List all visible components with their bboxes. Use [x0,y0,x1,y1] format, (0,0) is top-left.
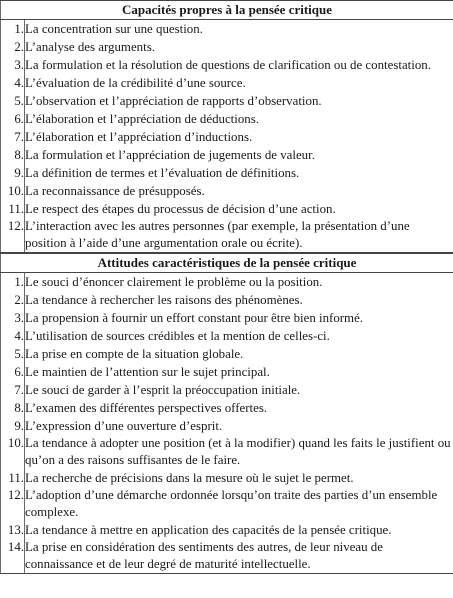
table-row [1,128,453,146]
table-row [1,38,453,56]
item-number: 9. [1,417,25,435]
table-row [1,200,453,218]
item-number: 9. [1,164,25,182]
table-row [1,20,453,39]
item-text: L’examen des différentes perspectives offertes. [25,399,453,417]
table-row [1,56,453,74]
item-number: 12. [1,218,25,253]
section-header-row [1,253,453,273]
item-number: 1. [1,20,25,39]
item-text: Le souci de garder à l’esprit la préoccupation initiale. [25,381,453,399]
table-row [1,363,453,381]
item-text: La prise en compte de la situation globale. [25,345,453,363]
table-row [1,273,453,292]
table-row [1,164,453,182]
item-number: 13. [1,521,25,539]
item-text: Le respect des étapes du processus de décision d’une action. [25,200,453,218]
item-number: 12. [1,487,25,521]
item-text: L’interaction avec les autres personnes (par exemple, la présentation d’une position à l’aide d’une argumentation orale ou écrite). [25,218,453,253]
item-text: L’observation et l’appréciation de rapports d’observation. [25,92,453,110]
item-number: 3. [1,56,25,74]
item-text: La concentration sur une question. [25,20,453,39]
table-row [1,469,453,487]
table-row [1,381,453,399]
table-row [1,399,453,417]
item-number: 1. [1,273,25,292]
table-row [1,435,453,469]
item-number: 3. [1,309,25,327]
item-text: L’évaluation de la crédibilité d’une source. [25,74,453,92]
item-text: L’utilisation de sources crédibles et la mention de celles-ci. [25,327,453,345]
item-text: L’adoption d’une démarche ordonnée lorsqu’on traite des parties d’un ensemble complexe. [25,487,453,521]
section-title: Attitudes caractéristiques de la pensée critique [1,253,453,273]
item-number: 5. [1,92,25,110]
item-text: Le maintien de l’attention sur le sujet principal. [25,363,453,381]
table-row [1,417,453,435]
item-number: 11. [1,200,25,218]
table-row [1,146,453,164]
item-number: 2. [1,38,25,56]
table-row [1,309,453,327]
item-text: La reconnaissance de présupposés. [25,182,453,200]
section-title: Capacités propres à la pensée critique [1,1,453,20]
item-text: La formulation et la résolution de questions de clarification ou de contestation. [25,56,453,74]
item-text: L’élaboration et l’appréciation de déductions. [25,110,453,128]
table-row [1,291,453,309]
table-row [1,487,453,521]
item-number: 6. [1,110,25,128]
item-number: 10. [1,182,25,200]
item-number: 7. [1,128,25,146]
section-header-row [1,1,453,20]
table-row [1,218,453,253]
item-text: La définition de termes et l’évaluation de définitions. [25,164,453,182]
table-row [1,521,453,539]
table-row [1,74,453,92]
item-text: La tendance à mettre en application des capacités de la pensée critique. [25,521,453,539]
item-text: La tendance à rechercher les raisons des phénomènes. [25,291,453,309]
item-text: La tendance à adopter une position (et à la modifier) quand les faits le justifient ou qu’on a des raisons suffisantes de le faire. [25,435,453,469]
item-number: 5. [1,345,25,363]
item-number: 8. [1,146,25,164]
item-number: 4. [1,74,25,92]
item-number: 8. [1,399,25,417]
item-text: L’expression d’une ouverture d’esprit. [25,417,453,435]
item-number: 7. [1,381,25,399]
item-text: La propension à fournir un effort constant pour être bien informé. [25,309,453,327]
item-number: 10. [1,435,25,469]
item-text: La prise en considération des sentiments des autres, de leur niveau de connaissance et de leur degré de maturité intellectuelle. [25,539,453,574]
item-text: La formulation et l’appréciation de jugements de valeur. [25,146,453,164]
item-text: La recherche de précisions dans la mesure où le sujet le permet. [25,469,453,487]
item-number: 6. [1,363,25,381]
table-row [1,110,453,128]
item-number: 11. [1,469,25,487]
item-number: 14. [1,539,25,574]
table-body [1,1,453,574]
item-number: 4. [1,327,25,345]
item-number: 2. [1,291,25,309]
table-row [1,327,453,345]
table-row [1,182,453,200]
item-text: L’élaboration et l’appréciation d’inductions. [25,128,453,146]
item-text: L’analyse des arguments. [25,38,453,56]
table-row [1,539,453,574]
table-row [1,345,453,363]
item-text: Le souci d’énoncer clairement le problème ou la position. [25,273,453,292]
table-row [1,92,453,110]
